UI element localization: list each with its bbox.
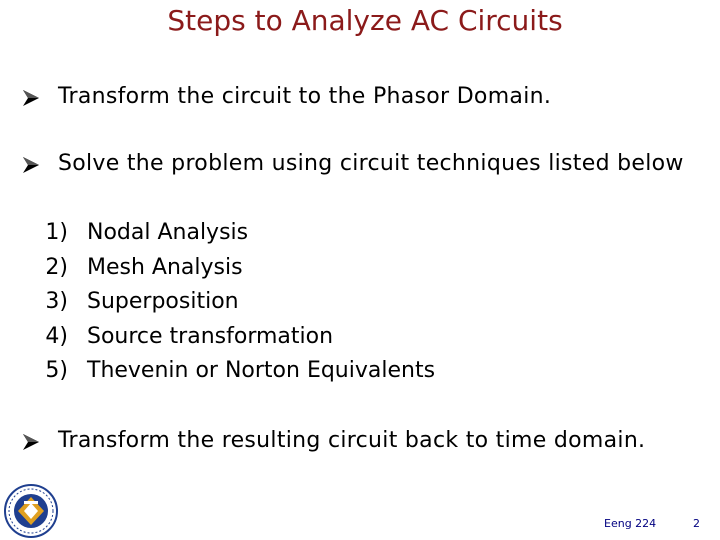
bullet-text: Solve the problem using circuit techniques listed below [58, 151, 684, 176]
list-number: 4) [45, 323, 68, 349]
list-text: Thevenin or Norton Equivalents [87, 358, 436, 383]
list-text: Mesh Analysis [87, 254, 243, 280]
university-logo-icon [2, 483, 60, 539]
list-number: 5) [45, 358, 68, 383]
arrow-bullet-icon [22, 89, 40, 107]
list-text: Superposition [87, 289, 239, 314]
bullet-text: Transform the resulting circuit back to time domain. [58, 428, 646, 453]
arrow-bullet-icon [22, 433, 40, 451]
arrow-bullet-icon [22, 156, 40, 174]
slide-title: Steps to Analyze AC Circuits [167, 4, 563, 37]
bullet-text: Transform the circuit to the Phasor Domain. [58, 84, 552, 109]
list-text: Nodal Analysis [87, 220, 249, 245]
list-text: Source transformation [87, 323, 334, 349]
list-number: 2) [45, 254, 68, 280]
course-code: Eeng 224 [604, 517, 657, 530]
list-number: 1) [45, 220, 68, 245]
list-number: 3) [45, 289, 68, 314]
page-number: 2 [693, 517, 700, 530]
